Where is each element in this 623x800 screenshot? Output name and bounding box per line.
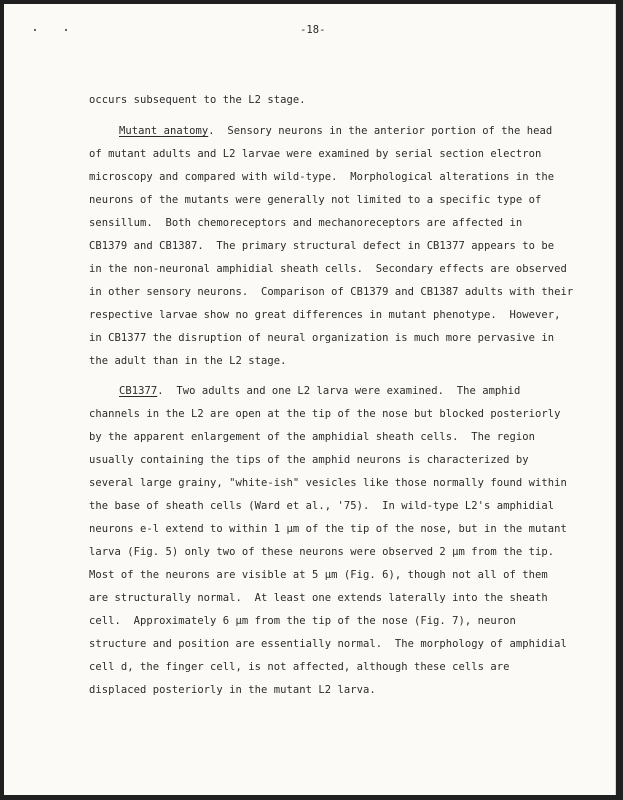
text-line: respective larvae show no great differences in mutant phenotype. However, (89, 309, 561, 321)
text-line: by the apparent enlargement of the amphidial sheath cells. The region (89, 431, 536, 443)
section-heading-mutant-anatomy: Mutant anatomy (119, 125, 209, 137)
text-line: channels in the L2 are open at the tip of the nose but blocked posteriorly (89, 408, 561, 420)
text-line: the adult than in the L2 stage. (89, 355, 287, 367)
text-line: occurs subsequent to the L2 stage. (89, 94, 306, 106)
text-line: structure and position are essentially normal. The morphology of amphidial (89, 638, 567, 650)
text-line: several large grainy, "white-ish" vesicles like those normally found within (89, 477, 567, 489)
mark-dot (34, 29, 36, 31)
mark-dot (65, 29, 67, 31)
section-heading-cb1377: CB1377 (119, 385, 158, 397)
text-line: CB1379 and CB1387. The primary structural defect in CB1377 appears to be (89, 240, 555, 252)
text-line: in the non-neuronal amphidial sheath cells. Secondary effects are observed (89, 263, 567, 275)
page-sheet (4, 4, 616, 795)
text-line: larva (Fig. 5) only two of these neurons were observed 2 µm from the tip. (89, 546, 555, 558)
paragraph-line-1: CB1377. Two adults and one L2 larva were examined. The amphid (119, 385, 521, 397)
page-number: -18- (300, 24, 326, 36)
text-line: cell. Approximately 6 µm from the tip of the nose (Fig. 7), neuron (89, 615, 516, 627)
text-line: neurons of the mutants were generally not limited to a specific type of (89, 194, 542, 206)
text-line: Most of the neurons are visible at 5 µm (Fig. 6), though not all of them (89, 569, 548, 581)
text-line: neurons e-l extend to within 1 µm of the tip of the nose, but in the mutant (89, 523, 567, 535)
text-line: sensillum. Both chemoreceptors and mechanoreceptors are affected in (89, 217, 523, 229)
text-line: of mutant adults and L2 larvae were examined by serial section electron (89, 148, 542, 160)
text-line: Two adults and one L2 larva were examined. The amphid (176, 385, 521, 397)
text-line: cell d, the finger cell, is not affected, although these cells are (89, 661, 510, 673)
text-line: in CB1377 the disruption of neural organization is much more pervasive in (89, 332, 555, 344)
text-line: microscopy and compared with wild-type. Morphological alterations in the (89, 171, 555, 183)
text-line: the base of sheath cells (Ward et al., '75). In wild-type L2's amphidial (89, 500, 555, 512)
paragraph-line-1: Mutant anatomy. Sensory neurons in the anterior portion of the head (119, 125, 553, 137)
text-line: usually containing the tips of the amphid neurons is characterized by (89, 454, 529, 466)
text-line: are structurally normal. At least one extends laterally into the sheath (89, 592, 548, 604)
text-line: displaced posteriorly in the mutant L2 larva. (89, 684, 376, 696)
text-line: in other sensory neurons. Comparison of CB1379 and CB1387 adults with their (89, 286, 574, 298)
text-line: Sensory neurons in the anterior portion of the head (227, 125, 553, 137)
